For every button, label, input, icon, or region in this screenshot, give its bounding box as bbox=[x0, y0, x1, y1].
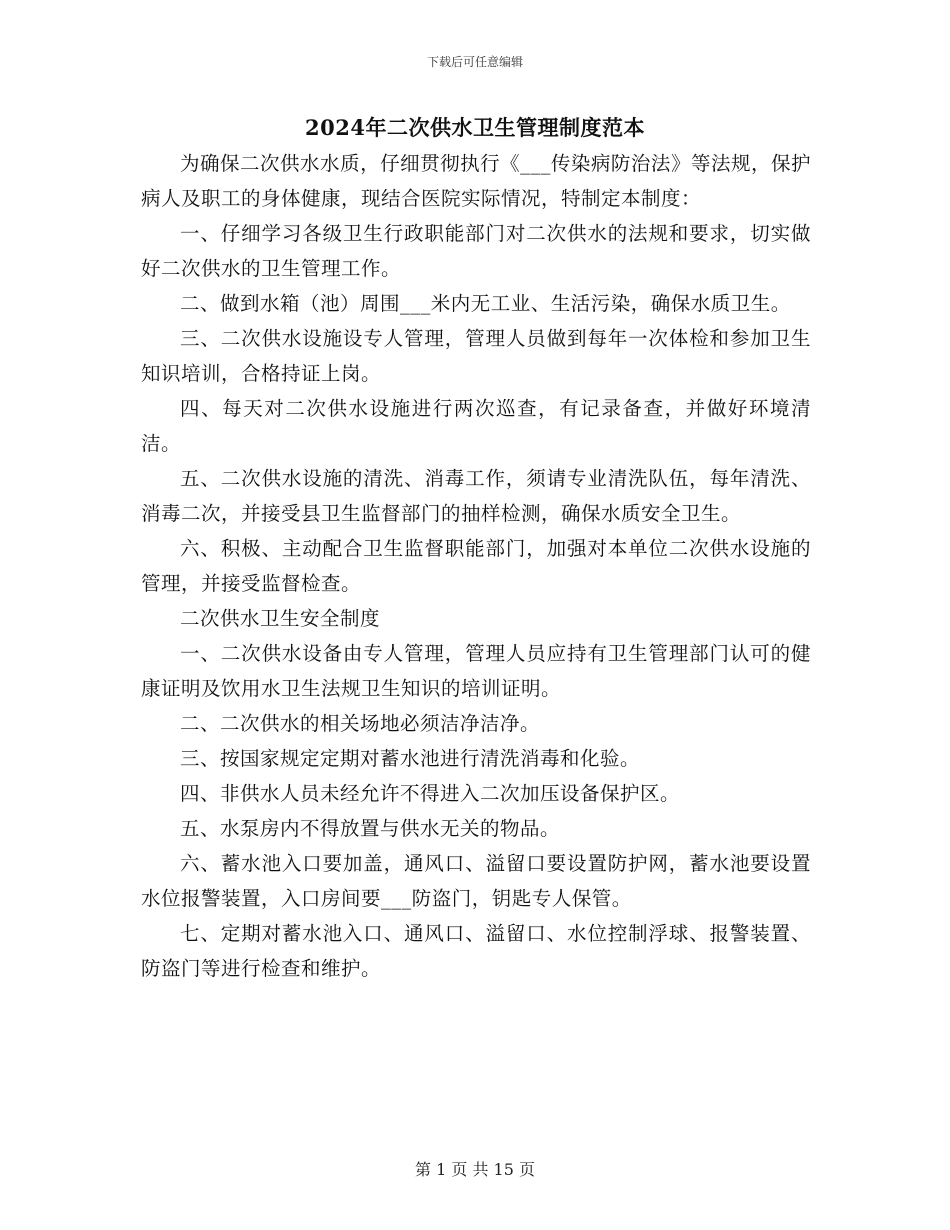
rule-item-1: 一、二次供水设备由专人管理，管理人员应持有卫生管理部门认可的健康证明及饮用水卫生法规卫生知识的培训证明。 bbox=[141, 642, 811, 700]
paragraph-item-4: 四、每天对二次供水设施进行两次巡查，有记录备查，并做好环境清洁。 bbox=[141, 397, 811, 455]
paragraph-intro: 为确保二次供水水质，仔细贯彻执行《___传染病防治法》等法规，保护病人及职工的身体健康，现结合医院实际情况，特制定本制度： bbox=[141, 152, 811, 210]
rule-item-7: 七、定期对蓄水池入口、通风口、溢留口、水位控制浮球、报警装置、防盗门等进行检查和维护。 bbox=[141, 922, 811, 980]
document-body bbox=[141, 146, 811, 986]
paragraph-item-6: 六、积极、主动配合卫生监督职能部门，加强对本单位二次供水设施的管理，并接受监督检查。 bbox=[141, 537, 811, 595]
rule-item-2: 二、二次供水的相关场地必须洁净洁净。 bbox=[180, 712, 541, 735]
rule-item-6: 六、蓄水池入口要加盖，通风口、溢留口要设置防护网，蓄水池要设置水位报警装置，入口房间要___防盗门，钥匙专人保管。 bbox=[141, 852, 811, 910]
page-number: 第 1 页 共 15 页 bbox=[415, 1160, 535, 1179]
rule-item-3: 三、按国家规定定期对蓄水池进行清洗消毒和化验。 bbox=[180, 747, 641, 770]
paragraph-item-1: 一、仔细学习各级卫生行政职能部门对二次供水的法规和要求，切实做好二次供水的卫生管理工作。 bbox=[141, 222, 811, 280]
document-title: 2024年二次供水卫生管理制度范本 bbox=[305, 115, 645, 140]
paragraph-item-5: 五、二次供水设施的清洗、消毒工作，须请专业清洗队伍，每年清洗、消毒二次，并接受县卫生监督部门的抽样检测，确保水质安全卫生。 bbox=[141, 467, 811, 525]
paragraph-item-2: 二、做到水箱（池）周围___米内无工业、生活污染，确保水质卫生。 bbox=[180, 292, 791, 315]
rule-item-4: 四、非供水人员未经允许不得进入二次加压设备保护区。 bbox=[180, 782, 681, 805]
paragraph-item-3: 三、二次供水设施设专人管理，管理人员做到每年一次体检和参加卫生知识培训，合格持证上岗。 bbox=[141, 327, 811, 385]
download-note: 下载后可任意编辑 bbox=[426, 55, 523, 69]
section-heading: 二次供水卫生安全制度 bbox=[180, 607, 381, 630]
rule-item-5: 五、水泵房内不得放置与供水无关的物品。 bbox=[180, 817, 561, 840]
